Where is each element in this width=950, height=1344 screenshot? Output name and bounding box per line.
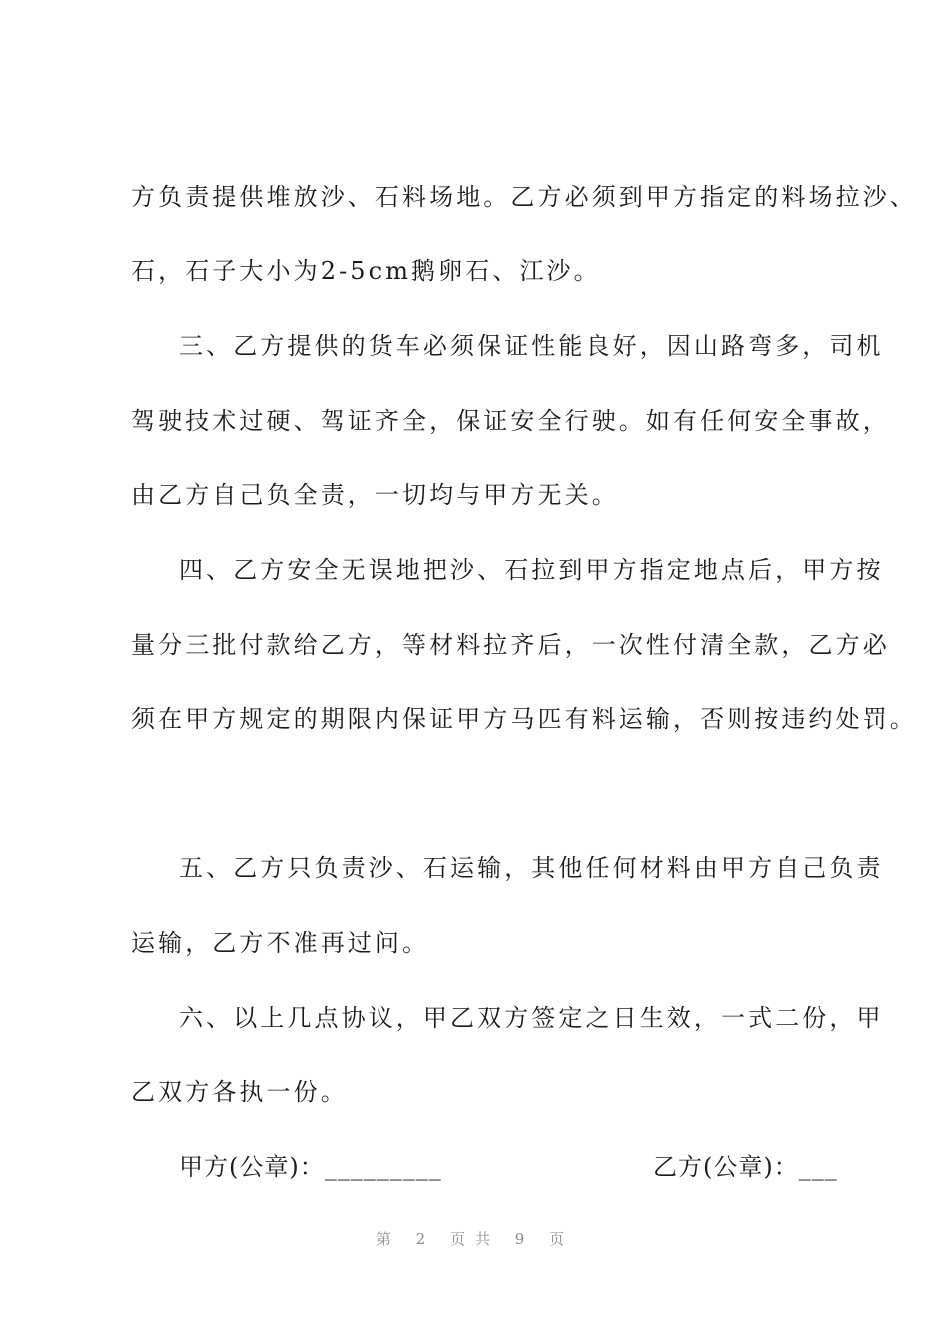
clause-six-line: 六、以上几点协议，甲乙双方签定之日生效，一式二份，甲 [179, 1004, 884, 1032]
paragraph-line: 乙双方各执一份。 [131, 1078, 348, 1106]
page-number-footer: 第 2 页共 9 页 [375, 1230, 575, 1248]
clause-four-line: 四、乙方安全无误地把沙、石拉到甲方指定地点后，甲方按 [179, 556, 884, 584]
paragraph-line: 由乙方自己负全责，一切均与甲方无关。 [131, 481, 619, 509]
clause-three-line: 三、乙方提供的货车必须保证性能良好，因山路弯多，司机 [179, 332, 884, 360]
clause-five-line: 五、乙方只负责沙、石运输，其他任何材料由甲方自己负责 [179, 854, 884, 882]
paragraph-line: 方负责提供堆放沙、石料场地。乙方必须到甲方指定的料场拉沙、 [131, 183, 917, 211]
paragraph-line: 石，石子大小为2-5cm鹅卵石、江沙。 [131, 257, 601, 285]
paragraph-line: 运输，乙方不准再过问。 [131, 929, 430, 957]
paragraph-line: 量分三批付款给乙方，等材料拉齐后，一次性付清全款，乙方必 [131, 631, 890, 659]
paragraph-line: 驾驶技术过硬、驾证齐全，保证安全行驶。如有任何安全事故， [131, 407, 890, 435]
paragraph-line: 须在甲方规定的期限内保证甲方马匹有料运输，否则按违约处罚。 [131, 705, 917, 733]
party-a-signature: 甲方(公章)：_________ [179, 1153, 442, 1181]
party-b-signature: 乙方(公章)：___ [653, 1153, 838, 1181]
